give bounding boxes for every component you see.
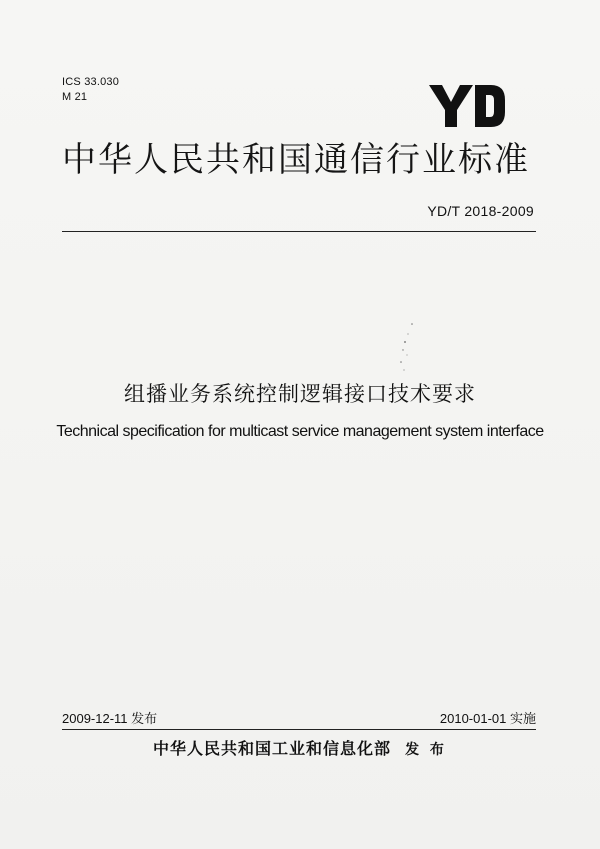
- document-title-english: Technical specification for multicast service management system interface: [56, 423, 544, 440]
- bottom-divider: [62, 729, 536, 730]
- top-divider: [62, 231, 536, 232]
- implementation-date: 2010-01-01 实施: [439, 711, 536, 726]
- ics-code: ICS 33.030: [62, 76, 120, 88]
- issuer-name: 中华人民共和国工业和信息化部: [153, 739, 392, 758]
- document-title-chinese: 组播业务系统控制逻辑接口技术要求: [124, 382, 476, 406]
- classification-codes: [62, 75, 119, 105]
- ccs-code: M 21: [62, 91, 88, 103]
- standard-category-title: 中华人民共和国通信行业标准: [62, 140, 530, 180]
- standard-code: YD/T 2018-2009: [427, 203, 534, 219]
- scan-specks: [392, 320, 422, 380]
- issue-date: 2009-12-11 发布: [62, 711, 158, 726]
- issuer-action: 发 布: [405, 742, 447, 758]
- issuing-authority: [0, 736, 600, 759]
- yd-logo: [427, 82, 507, 130]
